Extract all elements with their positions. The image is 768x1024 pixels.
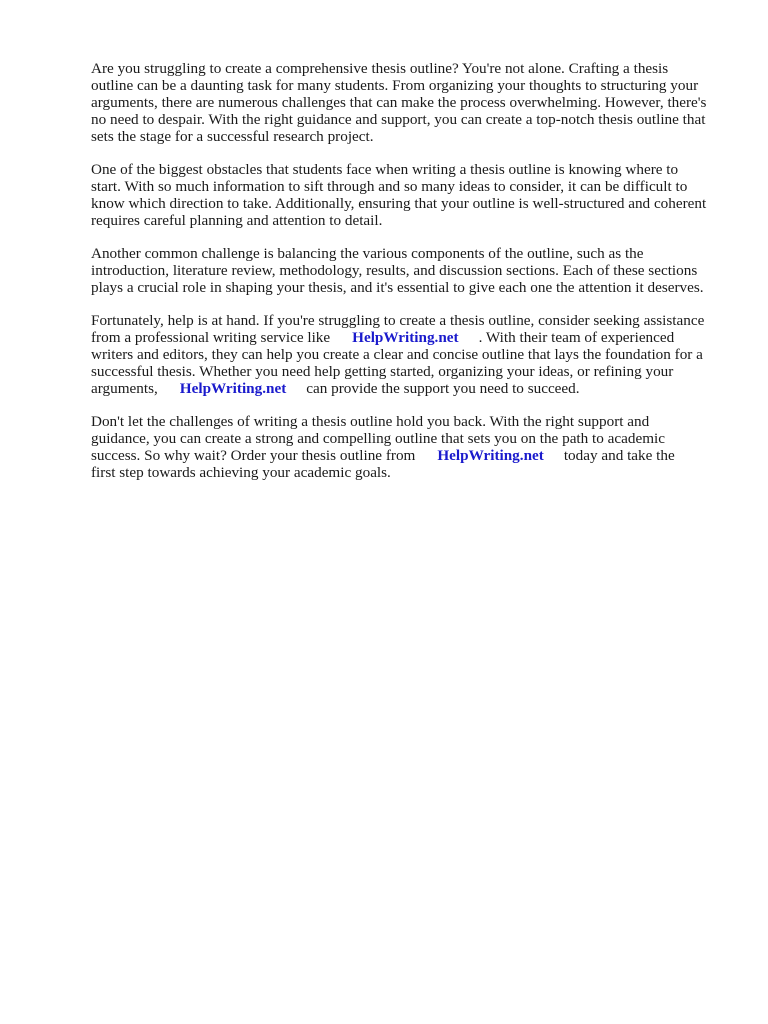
helpwriting-link[interactable]: HelpWriting.net xyxy=(179,380,287,397)
text-line: start. With so much information to sift through and so many ideas to consider, it can be difficult to xyxy=(91,178,688,195)
text-line: introduction, literature review, methodology, results, and discussion sections. Each of these sections xyxy=(91,262,698,279)
paragraph-components xyxy=(91,245,731,296)
text-line: Another common challenge is balancing the various components of the outline, such as the xyxy=(91,245,644,262)
paragraph-obstacles xyxy=(91,161,731,229)
text-line: guidance, you can create a strong and compelling outline that sets you on the path to academic xyxy=(91,430,665,447)
text-segment: from a professional writing service like xyxy=(91,329,331,346)
text-segment: today and take the xyxy=(563,447,675,464)
text-line: plays a crucial role in shaping your thesis, and it's essential to give each one the attention it deserves. xyxy=(91,279,704,296)
text-segment: success. So why wait? Order your thesis outline from xyxy=(91,447,416,464)
text-line: One of the biggest obstacles that students face when writing a thesis outline is knowing where to xyxy=(91,161,679,178)
text-segment: can provide the support you need to succeed. xyxy=(306,380,580,397)
text-line: know which direction to take. Additionally, ensuring that your outline is well-structured and coherent xyxy=(91,195,707,212)
text-line: Don't let the challenges of writing a thesis outline hold you back. With the right support and xyxy=(91,413,650,430)
text-line: writers and editors, they can help you create a clear and concise outline that lays the foundation for a xyxy=(91,346,703,363)
paragraph-intro xyxy=(91,60,731,145)
text-line: successful thesis. Whether you need help getting started, organizing your ideas, or refining your xyxy=(91,363,674,380)
document-body xyxy=(91,60,731,497)
text-line: sets the stage for a successful research project. xyxy=(91,128,374,145)
paragraph-conclusion xyxy=(91,413,731,481)
text-line: no need to despair. With the right guidance and support, you can create a top-notch thesis outline that xyxy=(91,111,706,128)
paragraph-help xyxy=(91,312,731,397)
helpwriting-link[interactable]: HelpWriting.net xyxy=(437,447,544,464)
text-segment: . With their team of experienced xyxy=(478,329,675,346)
text-line: Fortunately, help is at hand. If you're struggling to create a thesis outline, consider seeking assistance xyxy=(91,312,705,329)
text-line-with-link xyxy=(91,329,731,346)
text-line: outline can be a daunting task for many students. From organizing your thoughts to structuring your xyxy=(91,77,699,94)
text-line-with-link xyxy=(91,380,731,397)
text-line-with-link xyxy=(91,447,731,464)
text-line: first step towards achieving your academic goals. xyxy=(91,464,391,481)
text-segment: arguments, xyxy=(91,380,158,397)
text-line: Are you struggling to create a comprehensive thesis outline? You're not alone. Crafting a thesis xyxy=(91,60,669,77)
helpwriting-link[interactable]: HelpWriting.net xyxy=(352,329,459,346)
text-line: arguments, there are numerous challenges that can make the process overwhelming. However, there's xyxy=(91,94,707,111)
text-line: requires careful planning and attention to detail. xyxy=(91,212,383,229)
